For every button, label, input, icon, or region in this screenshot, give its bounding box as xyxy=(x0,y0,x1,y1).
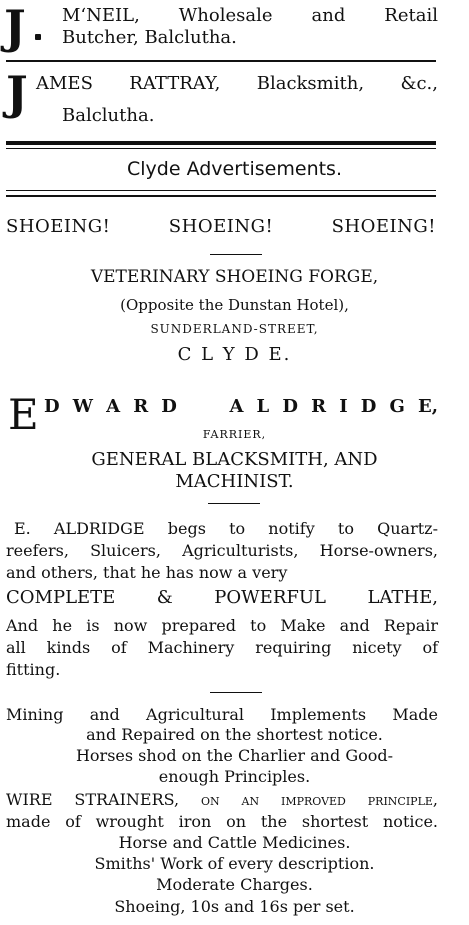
para2-line-3: fitting. xyxy=(6,660,61,679)
short-rule xyxy=(208,503,260,504)
aldridge-name: D W A R D A L D R I D G E, xyxy=(44,396,438,417)
para1-line-3: and others, that he has now a very xyxy=(6,563,288,582)
period-mark xyxy=(35,34,41,40)
para1-line-2: reefers, Sluicers, Agriculturists, Horse-owners, xyxy=(6,541,438,560)
list-line-6: made of wrought iron on the shortest notice. xyxy=(6,812,438,831)
divider xyxy=(6,195,436,197)
section-heading: Clyde Advertisements. xyxy=(127,158,342,180)
list-line-7: Horse and Cattle Medicines. xyxy=(118,833,351,852)
list-line-5: WIRE STRAINERS, on an improved principle, xyxy=(6,790,438,809)
para1-line-1: E. ALDRIDGE begs to notify to Quartz- xyxy=(14,519,438,538)
para2-line-2: all kinds of Machinery requiring nicety of xyxy=(6,638,438,657)
drop-cap-j: J xyxy=(6,66,28,120)
opposite-line: (Opposite the Dunstan Hotel), xyxy=(120,296,349,314)
list-line-3: Horses shod on the Charlier and Good- xyxy=(75,746,394,765)
lathe-line: COMPLETE & POWERFUL LATHE, xyxy=(6,587,438,608)
drop-cap-e: E xyxy=(8,390,39,439)
rattray-line-1: AMES RATTRAY, Blacksmith, &c., xyxy=(36,73,438,94)
street-line: SUNDERLAND-STREET, xyxy=(150,322,319,336)
divider-thin xyxy=(6,148,436,149)
list-line-10: Shoeing, 10s and 16s per set. xyxy=(114,897,355,916)
mneil-line-2: Butcher, Balclutha. xyxy=(62,27,237,48)
mneil-line-1: M‘NEIL, Wholesale and Retail xyxy=(62,5,438,26)
divider-thick xyxy=(6,141,436,145)
list-line-1: Mining and Agricultural Implements Made xyxy=(6,705,438,724)
general-line-2: MACHINIST. xyxy=(175,471,294,492)
shoeing-headline: SHOEING! SHOEING! SHOEING! xyxy=(6,216,436,237)
para2-line-1: And he is now prepared to Make and Repair xyxy=(6,616,438,635)
drop-cap-j: J xyxy=(4,0,26,54)
list-line-8: Smiths' Work of every description. xyxy=(94,854,375,873)
rattray-line-2: Balclutha. xyxy=(62,105,155,126)
short-rule xyxy=(210,254,262,255)
farrier-line: FARRIER, xyxy=(202,428,267,441)
list-line-2: and Repaired on the shortest notice. xyxy=(86,725,383,744)
general-line-1: GENERAL BLACKSMITH, AND xyxy=(91,449,378,470)
forge-title: VETERINARY SHOEING FORGE, xyxy=(90,267,379,287)
divider-thin xyxy=(6,190,436,191)
short-rule xyxy=(210,692,262,693)
town-line: C L Y D E. xyxy=(177,344,292,365)
divider xyxy=(6,60,436,62)
list-line-4: enough Principles. xyxy=(158,767,311,786)
list-line-9: Moderate Charges. xyxy=(156,875,313,894)
